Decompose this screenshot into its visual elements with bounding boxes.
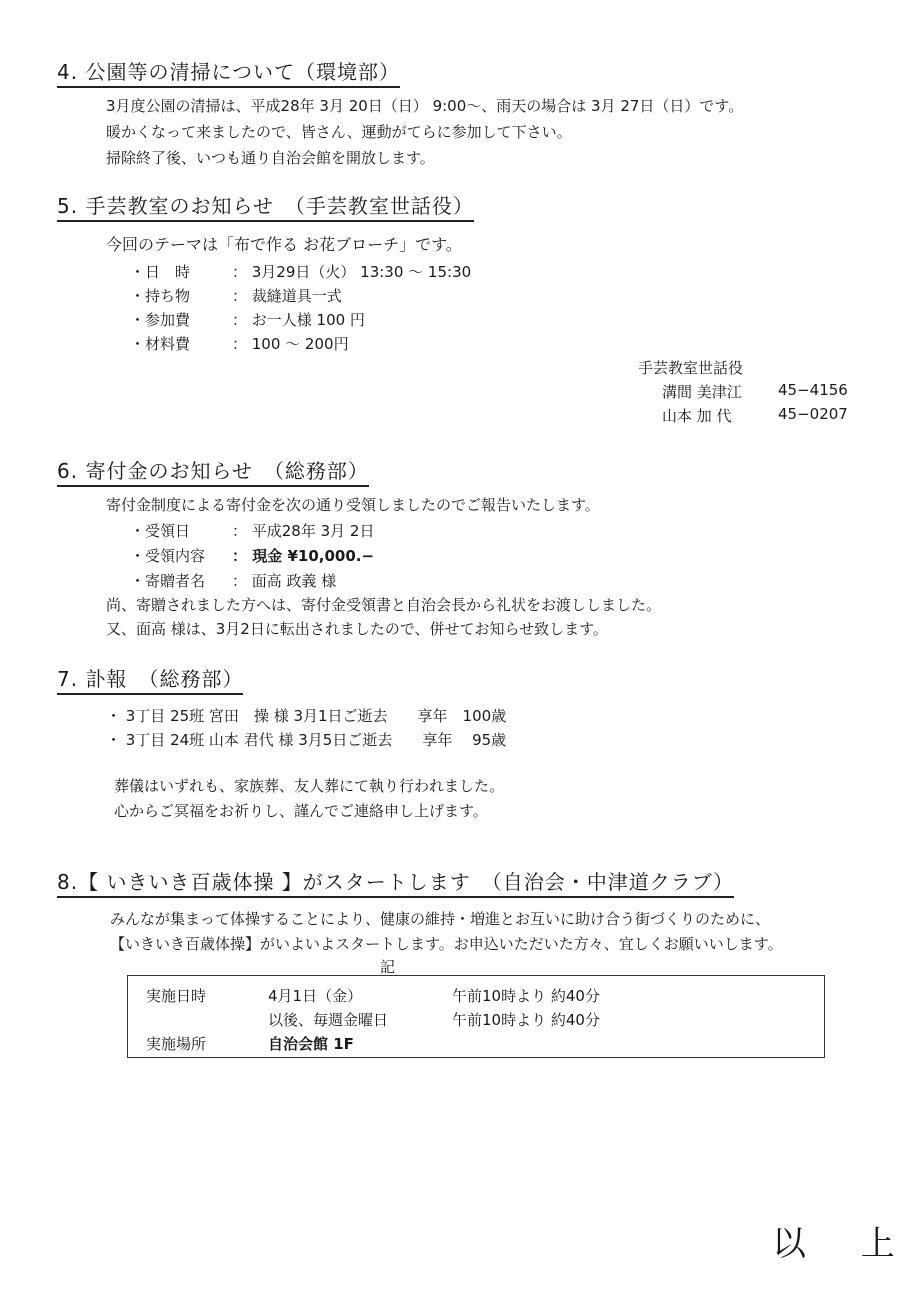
section-5-item-value: ： 100 〜 200円 <box>232 335 349 353</box>
section-5-contact-title: 手芸教室世話役 <box>638 359 744 377</box>
section-4-line-1: 3月度公園の清掃は、平成28年 3月 20日（日） 9:00〜、雨天の場合は 3月 27日（日）です。 <box>106 97 744 115</box>
section-5-contact-phone: 45−0207 <box>778 405 848 423</box>
section-5-item-label: ・日 時 <box>130 263 191 281</box>
schedule-date-label: 実施日時 <box>146 987 207 1005</box>
obituary-entry: ・ 3丁目 25班 宮田 操 様 3月1日ご逝去 享年 100歳 <box>106 707 507 725</box>
section-6-note-1: 尚、寄贈されました方へは、寄付金受領書と自治会長から礼状をお渡ししました。 <box>106 596 662 614</box>
closing-mark: 以 上 <box>772 1224 917 1264</box>
schedule-place-label: 実施場所 <box>146 1035 207 1053</box>
section-5-contact-name: 山本 加 代 <box>662 407 732 425</box>
section-8-heading: 8.【 いきいき百歳体操 】がスタートします （自治会・中津道クラブ） <box>57 866 734 898</box>
section-5-contact-name: 溝間 美津江 <box>662 383 742 401</box>
section-5-item-label: ・参加費 <box>130 311 191 329</box>
section-4-line-2: 暖かくなって来ましたので、皆さん、運動がてらに参加して下さい。 <box>106 123 572 141</box>
section-6-heading: 6. 寄付金のお知らせ （総務部） <box>57 455 369 487</box>
section-6-item-label: ・受領内容 <box>130 547 206 565</box>
section-6-item-value: ： 平成28年 3月 2日 <box>232 522 375 540</box>
schedule-place: 自治会館 1F <box>268 1035 354 1053</box>
section-6-note-2: 又、面高 様は、3月2日に転出されましたので、併せてお知らせ致します。 <box>106 620 608 638</box>
section-4-line-3: 掃除終了後、いつも通り自治会館を開放します。 <box>106 149 435 167</box>
section-6-item-value: ： 現金 ¥10,000.− <box>232 547 375 565</box>
section-5-heading: 5. 手芸教室のお知らせ （手芸教室世話役） <box>57 190 474 222</box>
section-7-note-2: 心からご冥福をお祈りし、謹んでご連絡申し上げます。 <box>114 802 488 820</box>
schedule-first-date: 4月1日（金） <box>268 987 363 1005</box>
section-5-intro: 今回のテーマは「布で作る お花ブローチ」です。 <box>106 235 462 254</box>
section-6-item-label: ・寄贈者名 <box>130 572 206 590</box>
schedule-recurring-date: 以後、毎週金曜日 <box>268 1011 389 1029</box>
section-7-heading: 7. 訃報 （総務部） <box>57 663 243 695</box>
section-7-note-1: 葬儀はいずれも、家族葬、友人葬にて執り行われました。 <box>114 777 505 795</box>
section-4-heading: 4. 公園等の清掃について（環境部） <box>57 56 400 88</box>
section-5-item-label: ・材料費 <box>130 335 191 353</box>
schedule-recurring-time: 午前10時より 約40分 <box>452 1011 600 1029</box>
section-6-intro: 寄付金制度による寄付金を次の通り受領しましたのでご報告いたします。 <box>106 496 600 514</box>
ki-mark: 記 <box>380 958 396 976</box>
section-5-item-label: ・持ち物 <box>130 287 191 305</box>
section-5-item-value: ： 裁縫道具一式 <box>232 287 342 305</box>
section-5-item-value: ： 3月29日（火） 13:30 〜 15:30 <box>232 263 472 281</box>
obituary-entry: ・ 3丁目 24班 山本 君代 様 3月5日ご逝去 享年 95歳 <box>106 731 507 749</box>
section-5-item-value: ： お一人様 100 円 <box>232 311 365 329</box>
section-6-item-label: ・受領日 <box>130 522 191 540</box>
section-5-contact-phone: 45−4156 <box>778 381 848 399</box>
section-6-item-value: ： 面高 政義 様 <box>232 572 337 590</box>
schedule-first-time: 午前10時より 約40分 <box>452 987 600 1005</box>
section-8-line-2: 【いきいき百歳体操】がいよいよスタートします。お申込いただいた方々、宜しくお願いいします。 <box>110 935 783 953</box>
section-8-line-1: みんなが集まって体操することにより、健康の維持・増進とお互いに助け合う街づくりのために、 <box>110 910 771 928</box>
